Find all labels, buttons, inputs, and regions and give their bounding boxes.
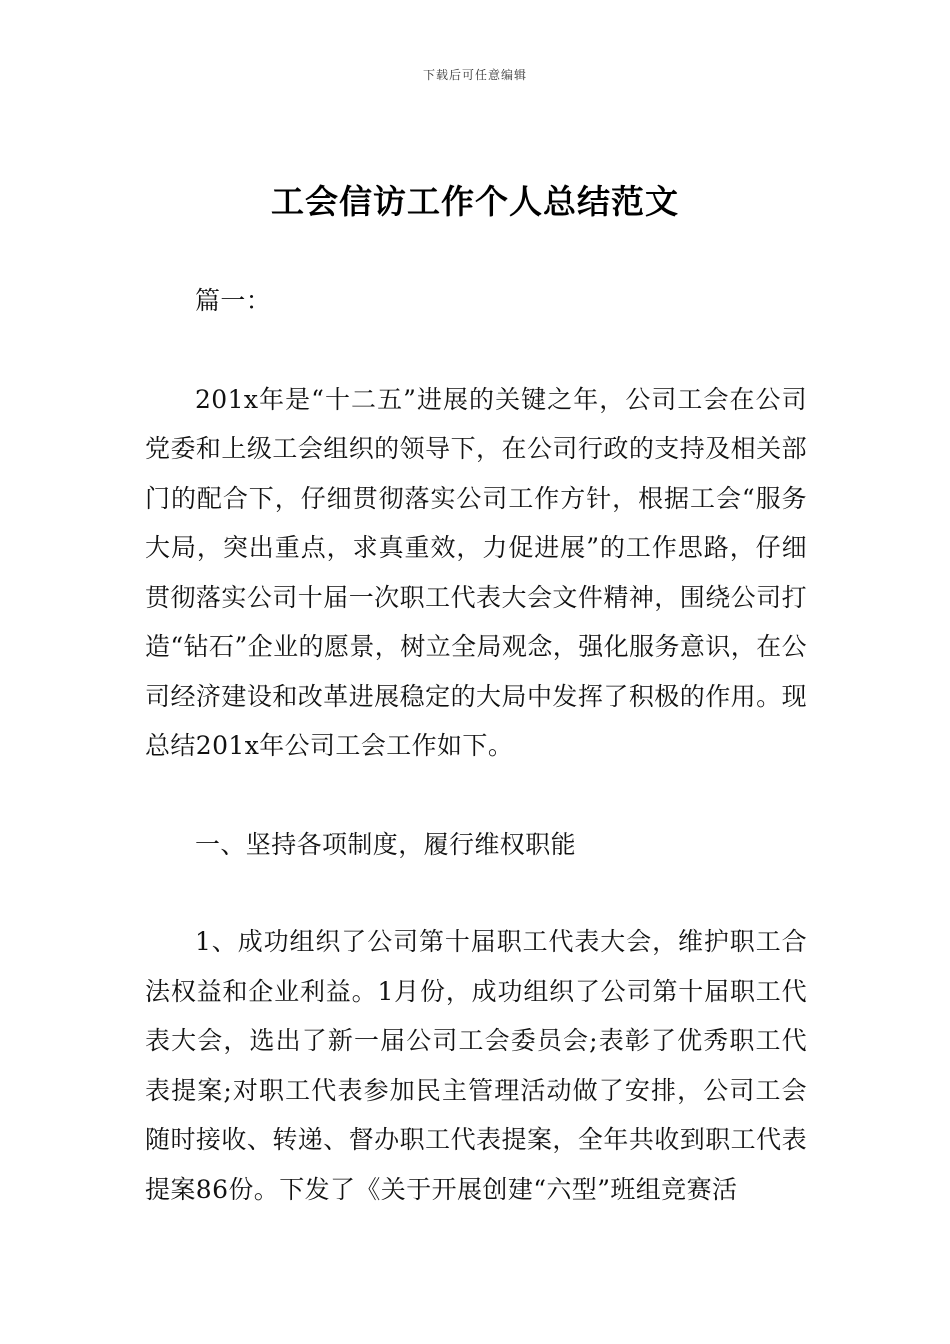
- document-title: 工会信访工作个人总结范文: [271, 182, 679, 221]
- section-label: 篇一：: [195, 286, 272, 315]
- section-heading: 一、坚持各项制度，履行维权职能: [195, 829, 577, 859]
- paragraph-intro: 201x年是“十二五”进展的关键之年，公司工会在公司党委和上级工会组织的领导下，在公司行政的支持及相关部门的配合下，仔细贯彻落实公司工作方针，根据工会“服务大局，突出重点，求真重效，力促进展”的工作思路，仔细贯彻落实公司十届一次职工代表大会文件精神，围绕公司打造“钻石”企业的愿景，树立全局观念，强化服务意识，在公司经济建设和改革进展稳定的大局中发挥了积极的作用。现总结201x年公司工会工作如下。: [145, 384, 807, 760]
- document-body: [145, 276, 807, 1214]
- paragraph-item-1: 1、成功组织了公司第十届职工代表大会，维护职工合法权益和企业利益。1月份，成功组织了公司第十届职工代表大会，选出了新一届公司工会委员会;表彰了优秀职工代表提案;对职工代表参加民主管理活动做了安排，公司工会随时接收、转递、督办职工代表提案，全年共收到职工代表提案86份。下发了《关于开展创建“六型”班组竞赛活: [145, 927, 807, 1204]
- header-note: 下载后可任意编辑: [422, 68, 527, 82]
